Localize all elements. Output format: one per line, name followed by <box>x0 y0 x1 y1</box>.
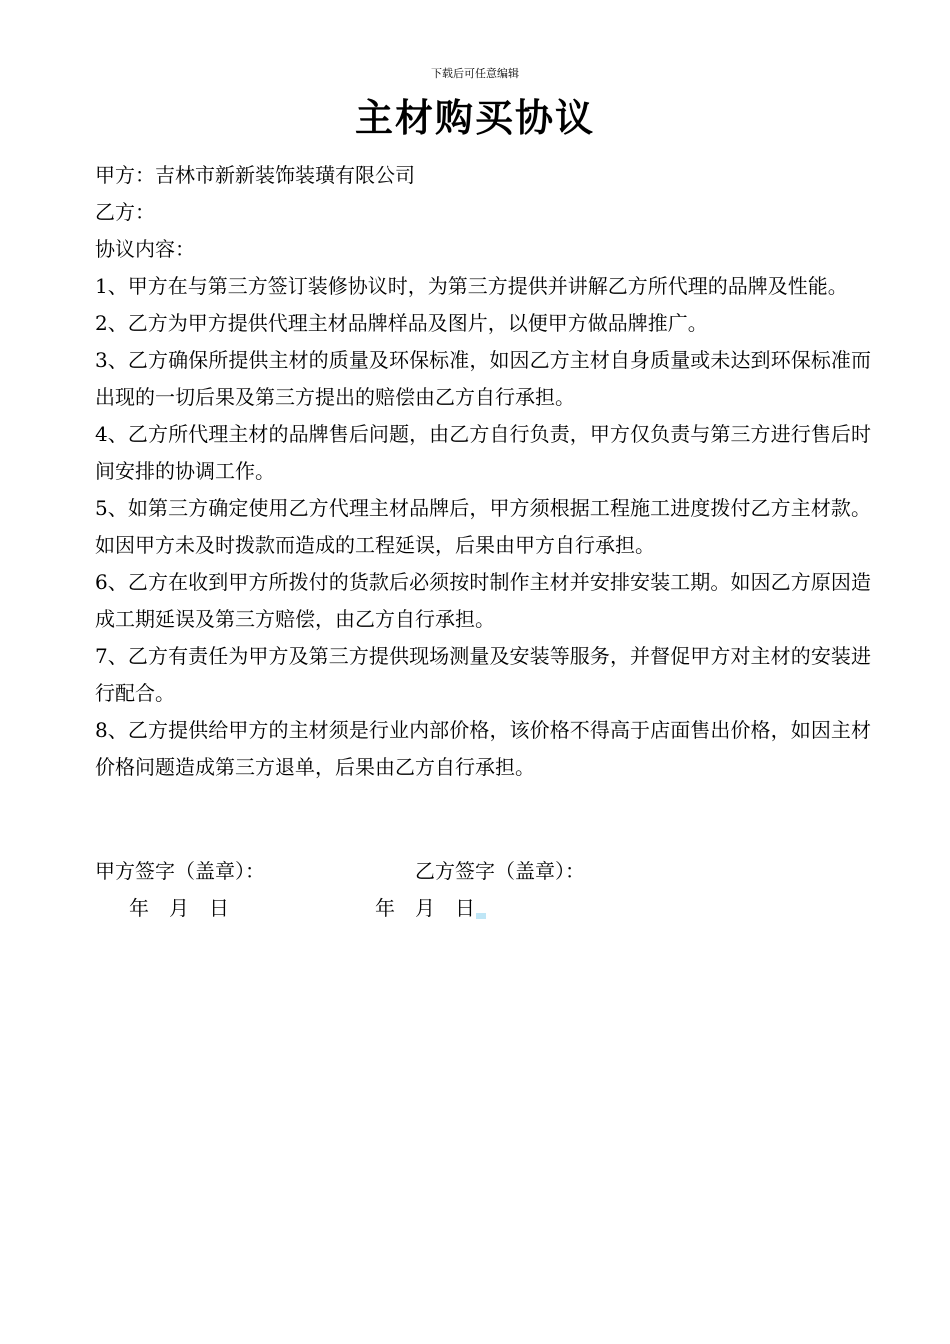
clause-7: 7、乙方有责任为甲方及第三方提供现场测量及安装等服务，并督促甲方对主材的安装进行配合。 <box>95 644 871 705</box>
signature-row <box>95 853 871 890</box>
party-a-date: 年 月 日 <box>129 896 229 920</box>
party-b-signature-label: 乙方签字（盖章）： <box>415 859 585 883</box>
content-label: 协议内容： <box>95 237 195 261</box>
clause-1: 1、甲方在与第三方签订装修协议时，为第三方提供并讲解乙方所代理的品牌及性能。 <box>95 274 848 298</box>
clause-2: 2、乙方为甲方提供代理主材品牌样品及图片，以便甲方做品牌推广。 <box>95 311 708 335</box>
clause-8: 8、乙方提供给甲方的主材须是行业内部价格，该价格不得高于店面售出价格，如因主材价格问题造成第三方退单，后果由乙方自行承担。 <box>95 718 871 779</box>
signature-block <box>95 853 871 927</box>
clause-5: 5、如第三方确定使用乙方代理主材品牌后，甲方须根据工程施工进度拨付乙方主材款。如因甲方未及时拨款而造成的工程延误，后果由甲方自行承担。 <box>95 496 871 557</box>
party-b-line: 乙方： <box>95 200 155 224</box>
header-note: 下载后可任意编辑 <box>431 67 519 80</box>
clause-4: 4、乙方所代理主材的品牌售后问题，由乙方自行负责，甲方仅负责与第三方进行售后时间安排的协调工作。 <box>95 422 871 483</box>
clause-3: 3、乙方确保所提供主材的质量及环保标准，如因乙方主材自身质量或未达到环保标准而出现的一切后果及第三方提出的赔偿由乙方自行承担。 <box>95 348 871 409</box>
party-b-date: 年 月 日 <box>375 896 475 920</box>
party-a-line: 甲方：吉林市新新装饰装璜有限公司 <box>95 163 415 187</box>
clause-6: 6、乙方在收到甲方所拨付的货款后必须按时制作主材并安排安装工期。如因乙方原因造成工期延误及第三方赔偿，由乙方自行承担。 <box>95 570 871 631</box>
text-cursor-mark <box>476 913 486 919</box>
party-b-date-wrapper <box>375 890 486 927</box>
agreement-body <box>95 157 871 786</box>
party-a-signature-label: 甲方签字（盖章）： <box>95 859 265 883</box>
date-row <box>95 890 871 927</box>
document-title: 主材购买协议 <box>354 95 595 140</box>
